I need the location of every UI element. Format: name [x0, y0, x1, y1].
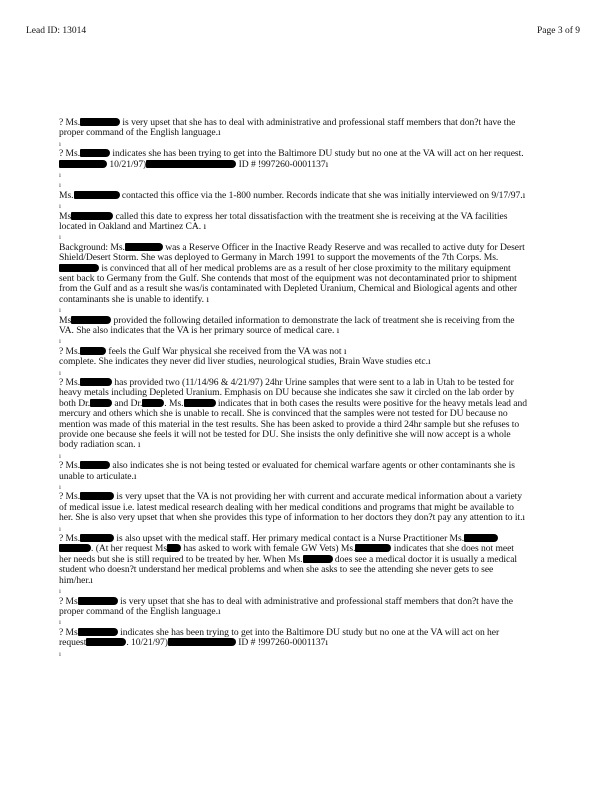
- redaction-mark: [184, 399, 216, 407]
- paragraph-marker: ı: [59, 483, 61, 492]
- paragraph: ? Ms. also indicates she is not being tested or evaluated for chemical warfare agents or other contaminants she is unable to articulate.ı: [59, 460, 515, 482]
- paragraph: ? Ms. indicates she has been trying to get into the Baltimore DU study but no one at the VA will act on her request. 10/21/97) ID # !997260-0001137ı: [59, 148, 524, 170]
- redaction-mark: [90, 399, 112, 407]
- redaction-mark: [142, 399, 164, 407]
- paragraph-marker: ı: [59, 233, 61, 242]
- redaction-mark: [59, 160, 107, 168]
- paragraph: ? Ms indicates she has been trying to get into the Baltimore DU study but no one at the VA will act on her request . 10/21/97) ID # !997260-0001137ı: [59, 626, 500, 649]
- page-number: Page 3 of 9: [536, 26, 580, 36]
- redaction-mark: [80, 118, 120, 126]
- redaction-mark: [146, 160, 236, 168]
- redaction-mark: [80, 492, 114, 500]
- paragraph: Ms. contacted this office via the 1-800 number. Records indicate that she was initially interviewed on 9/17/97.ı: [59, 189, 526, 201]
- paragraph-marker: ı: [59, 451, 61, 460]
- redaction-mark: [71, 212, 113, 220]
- redaction-mark: [464, 534, 498, 542]
- paragraph-marker: ı: [59, 587, 61, 596]
- redaction-mark: [80, 461, 110, 469]
- redaction-mark: [78, 628, 118, 636]
- redaction-mark: [59, 544, 91, 552]
- paragraph-marker: ı: [59, 337, 61, 346]
- redaction-mark: [86, 638, 126, 646]
- redaction-mark: [125, 243, 163, 251]
- paragraph-marker: ı: [59, 649, 61, 658]
- paragraph-marker: ı: [59, 306, 61, 315]
- redaction-mark: [74, 191, 120, 199]
- redaction-mark: [167, 544, 181, 552]
- paragraph: Background: Ms. was a Reserve Officer in the Inactive Ready Reserve and was recalled to active duty for Desert Shield/Desert Storm. She was deployed to Germany in March 1991 to support the movements of the 7th Corps. Ms. is convinced that all of her medical problems are as a result of her close proximity to the military equipment sent back to Germany from the Gulf. She contends that most of the equipment was not decontaminated prior to shipment from the Gulf and as a result she was/is contaminated with Depleted Uranium, Chemical and Biological agents and other contaminants she is unable to identify. ı: [59, 241, 525, 305]
- paragraph: Ms provided the following detailed information to demonstrate the lack of treatment she is receiving from the VA. She also indicates that the VA is her primary source of medical care. ı: [59, 314, 515, 337]
- paragraph: ? Ms. feels the Gulf War physical she received from the VA was not ı: [59, 345, 347, 357]
- paragraph-marker: ı: [59, 524, 61, 533]
- paragraph: Ms called this date to express her total dissatisfaction with the treatment she is receiving at the VA facilities located in Oakland and Martinez CA. ı: [59, 210, 508, 232]
- redaction-mark: [80, 534, 114, 542]
- document-body: [59, 118, 527, 659]
- paragraph-marker: ı: [59, 368, 61, 377]
- paragraph: ? Ms is very upset that she has to deal with administrative and professional staff members that don?t have the proper command of the English language.ı: [59, 595, 513, 617]
- paragraph-marker: ı: [59, 181, 61, 190]
- redaction-mark: [355, 544, 391, 552]
- paragraph: complete. She indicates they never did liver studies, neurological studies, Brain Wave studies etc.ı: [59, 356, 431, 368]
- paragraph: ? Ms. has provided two (11/14/96 & 4/21/97) 24hr Urine samples that were sent to a lab in Utah to be tested for heavy metals including Depleted Uranium. Emphasis on DU because she indicates she saw it circled on the lab order by both Dr. and Dr. . Ms. indicates that in both cases the results were positive for the heavy metals lead and mercury and others which she is unable to recall. She is convinced that the samples were not tested for DU because no mention was made of this material in the test results. She has been asked to provide a third 24hr sample but she refuses to provide one because she feels it will not be tested for DU. She insists the only definitive she will now accept is a whole body radiation scan. ı: [59, 377, 527, 451]
- paragraph: ? Ms. is very upset that she has to deal with administrative and professional staff members that don?t have the proper command of the English language.ı: [59, 117, 516, 139]
- redaction-mark: [78, 597, 118, 605]
- paragraph-marker: ı: [59, 171, 61, 180]
- lead-id: Lead ID: 13014: [26, 26, 87, 36]
- paragraph-marker: ı: [59, 202, 61, 211]
- redaction-mark: [80, 149, 110, 157]
- redaction-mark: [71, 316, 111, 324]
- redaction-mark: [80, 347, 106, 355]
- paragraph: ? Ms. is very upset that the VA is not providing her with current and accurate medical information about a variety of medical issue i.e. latest medical research dealing with her medical conditions and programs that might be available to her. She is also very upset that when she provides this type of information to her doctors they don?t pay any attention to it.ı: [59, 491, 526, 524]
- paragraph-marker: ı: [59, 139, 61, 148]
- paragraph: ? Ms. is also upset with the medical staff. Her primary medical contact is a Nurse Practitioner Ms.. (At her request Ms has asked to work with female GW Vets) Ms. indicates that she does not meet her needs but she is still required to be treated by her. When Ms. does see a medical doctor it is usually a medical student who doesn?t understand her medical problems and when she asks to see the attending she never gets to see him/her.ı: [59, 533, 518, 586]
- paragraph-marker: ı: [59, 618, 61, 627]
- redaction-mark: [168, 638, 236, 646]
- redaction-mark: [59, 264, 99, 272]
- redaction-mark: [303, 555, 333, 563]
- redaction-mark: [80, 378, 112, 386]
